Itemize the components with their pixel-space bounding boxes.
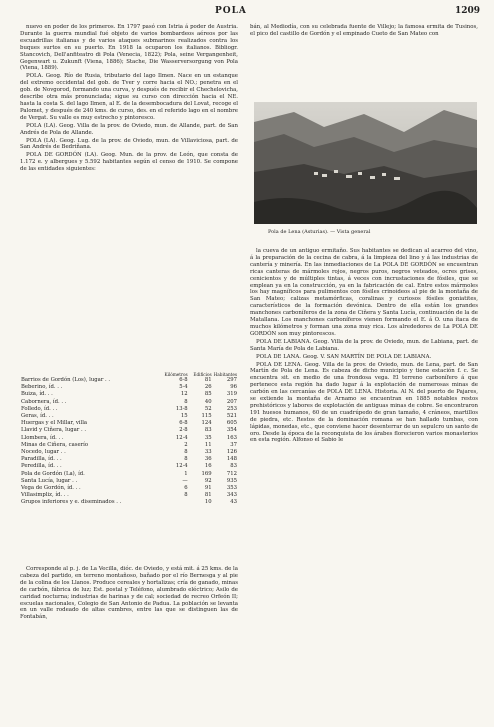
- right-column-top: [250, 24, 478, 38]
- entity-inhabitants: 343: [226, 492, 237, 499]
- entity-name: Beberino, íd. . .: [21, 384, 63, 391]
- entity-buildings: 83: [204, 427, 212, 434]
- entity-inhabitants: 163: [226, 434, 237, 441]
- entity-inhabitants: 83: [230, 463, 237, 470]
- entity-name: Cabornera, íd. . .: [21, 398, 67, 405]
- entity-inhabitants: 353: [226, 485, 237, 492]
- table-row: [20, 478, 238, 485]
- entity-buildings: 92: [204, 477, 212, 484]
- entity-buildings: 52: [204, 405, 212, 412]
- table-row: [20, 471, 238, 478]
- table-row: [20, 391, 238, 398]
- entity-km: 2·8: [179, 427, 188, 434]
- landscape-photo: [254, 102, 477, 224]
- entity-buildings: 169: [201, 470, 212, 477]
- entity-name: Folledo, íd. . .: [21, 405, 58, 412]
- entity-buildings: 91: [204, 485, 212, 492]
- entity-buildings: 10: [204, 499, 212, 506]
- entity-inhabitants: 521: [226, 413, 237, 420]
- valley-image: [254, 102, 477, 224]
- entity-km: 12: [180, 391, 188, 398]
- entity-km: 5·4: [179, 384, 188, 391]
- entity-inhabitants: 319: [226, 391, 237, 398]
- entity-km: 15: [180, 413, 188, 420]
- entities-table: [20, 372, 238, 507]
- entity-inhabitants: 297: [226, 377, 237, 383]
- entity-name: Villasimpliz, íd. . .: [21, 492, 69, 499]
- entity-km: 8: [184, 492, 188, 499]
- entity-name: Vega de Gordón, íd. . .: [21, 485, 81, 492]
- paragraph-gordon-description: Corresponde al p. j. de La Vecilla, dióc. de Oviedo, y está mit. á 25 kms. de la cabeza del partido, en terreno montañoso, bañado por el río Bernesga y al pie de la colina de los Llanos. Produce cereales y hortalizas; cría de ganado, minas de carbón, fábrica de luz; Est. postal y Teléfono, alumbrado eléctrico; Asilo de caridad nocturna; industrias de harinas y de cal; sociedad de recreo Orfeón II; escuelas nacionales, Colegio de San Antonio de Padua. La población se levanta en un valle rodeado de altas cumbres, entre las que se distinguen las de Fontabán,: [20, 566, 238, 621]
- table-row: [20, 435, 238, 442]
- entity-buildings: 81: [204, 492, 212, 499]
- entity-name: Huergas y el Millar, villa: [21, 420, 88, 427]
- entity-buildings: 85: [204, 391, 212, 398]
- entity-km: 8: [184, 456, 188, 463]
- entity-km: 8: [184, 449, 188, 456]
- entity-km: 1: [184, 470, 188, 477]
- entity-inhabitants: 148: [226, 456, 237, 463]
- entity-inhabitants: 96: [230, 384, 237, 391]
- table-row: [20, 427, 238, 434]
- left-column-bottom: [20, 566, 238, 621]
- table-body: [20, 377, 238, 507]
- entity-km: 6: [184, 485, 188, 492]
- table-row: [20, 399, 238, 406]
- entity-buildings: 33: [204, 449, 212, 456]
- table-row: [20, 499, 238, 506]
- page-number: 1209: [454, 6, 480, 16]
- entity-name: Paradilla, íd. . .: [21, 456, 62, 463]
- entry-pola-rio: POLA. Geog. Río de Rusia, tributario del lago Ilmen. Nace en un estanque del extremo occidental del gob. de Tver y corre hacia el NO.; penetra en el gob. de Novgorod, formando una curva, y después de recibir el Chechelovicha, describe otra más pronunciada; sigue su curso con dirección hacia el NE. hasta la costa S. del lago Ilmen, al E. de la desembocadura del Lovat, recoge el Palomet, y después de 240 kms. de curso, des. en el referido lago en el nombre de Vergat. Su valle es muy estrecho y pintoresco.: [20, 73, 238, 121]
- paragraph-continuation: bán, al Mediodía, con su celebrada fuente de Villejo; la famosa ermita de Tusinos, el pico del castillo de Gordón y el empinado Cueto de San Mateo con: [250, 24, 478, 37]
- entry-pola-gordon: POLA DE GORDÓN (LA). Geog. Mun. de la prov. de León, que consta de 1.172 e. y albergues y 5.592 habitantes según el censo de 1910. Se compone de las entidades siguientes:: [20, 152, 238, 173]
- table-row: [20, 406, 238, 413]
- entity-km: [164, 499, 189, 506]
- table-row: [20, 413, 238, 420]
- column-header-km: Kilómetros: [164, 372, 188, 377]
- entity-km: 6·8: [179, 377, 188, 383]
- entity-buildings: 124: [201, 420, 212, 427]
- entity-buildings: 11: [204, 441, 212, 448]
- page-header: [0, 6, 494, 20]
- entry-pola-asturias: POLA (LA). Geog. Villa de la prov. de Oviedo, mun. de Allande, part. de San Andrés de Pola de Allande.: [20, 122, 238, 136]
- entry-pola-labiana: POLA DE LABIANA. Geog. Villa de la prov. de Oviedo, mun. de Labiana, part. de Santa María de Pola de Labiana.: [250, 338, 478, 352]
- entity-km: 6·8: [179, 420, 188, 427]
- entity-km: —: [182, 477, 188, 484]
- entity-name: Santa Lucía, lugar . .: [21, 477, 78, 484]
- left-column: [20, 24, 238, 174]
- table-row: [20, 442, 238, 449]
- entity-inhabitants: 37: [230, 441, 237, 448]
- entity-km: 2: [184, 441, 188, 448]
- entity-name: Nocedo, lugar . .: [21, 449, 66, 456]
- column-header-inhabitants: Habitantes: [213, 372, 237, 377]
- table-row: [20, 463, 238, 470]
- entity-buildings: 40: [204, 398, 212, 405]
- paragraph-pola-history: nuevo en poder de los primeros. En 1797 pasó con Istria á poder de Austria. Durante la guerra mundial fué objeto de varios bombardeos aéreos por las escuadrillas italianas y de varios ataques submarinos realizados contra los buques surtos en su puerto. En 1918 la ocuparon los italianos. Bibliogr. Stancovich, Dell'anfiteatro di Pola (Venecia, 1822); Pola, seine Vergangenheit, Gegenwart u. Zukunft (Viena, 1886); Stache, Die Wasserversorgung von Pola (Viena, 1889).: [20, 24, 238, 72]
- entry-pola-lana: POLA DE LANA. Geog. V. SAN MARTÍN DE POLA DE LABIANA.: [256, 353, 432, 360]
- entity-km: 12·4: [175, 463, 188, 470]
- entity-inhabitants: 605: [226, 420, 237, 427]
- column-header-buildings: Edificios: [193, 372, 212, 377]
- entity-buildings: 36: [204, 456, 212, 463]
- entity-name: Pola de Gordón (La), íd.: [21, 470, 85, 477]
- entity-buildings: 35: [204, 434, 212, 441]
- entity-km: 8: [184, 398, 188, 405]
- entity-buildings: 115: [201, 413, 212, 420]
- entity-name: Grupos inferiores y e. diseminados . .: [21, 499, 122, 506]
- table-row: [20, 492, 238, 499]
- right-column: [250, 248, 478, 445]
- entity-name: Peredilla, íd. . .: [21, 463, 62, 470]
- running-title: POLA: [215, 6, 247, 16]
- entity-inhabitants: 126: [226, 449, 237, 456]
- entity-inhabitants: 354: [226, 427, 237, 434]
- entity-inhabitants: 712: [226, 470, 237, 477]
- entity-km: 13·8: [175, 405, 188, 412]
- entry-pola-lugo: POLA (LA). Geog. Lug. de la prov. de Oviedo, mun. de Villaviciosa, part. de San Andrés de Bedriñana.: [20, 137, 238, 151]
- entity-name: Geras, íd. . .: [21, 413, 54, 420]
- entity-name: Buiza, íd. . .: [21, 391, 53, 398]
- entity-inhabitants: 253: [226, 405, 237, 412]
- entity-buildings: 81: [204, 377, 212, 383]
- entity-name: Llavid y Ciñera, lugar . .: [21, 427, 87, 434]
- entity-name: Barrios de Gordón (Los), lugar . .: [21, 377, 111, 383]
- entity-km: 12·4: [175, 434, 188, 441]
- entity-name: Llombera, íd. . .: [21, 434, 64, 441]
- entry-pola-lena: POLA DE LENA. Geog. Villa de la prov. de Oviedo, mun. de Lena, part. de San Martín de Pola de Lena. Es cabeza de dicho municipio y tiene estación f. c. Se encuentra sit. en medio de una frondosa vega. El terreno carbonífero á que pertenece esta región ha dado lugar á la explotación de numerosas minas de carbón en las cercanías de POLA DE LENA. Historia. Al N. del puerto de Pajares, se extiende la montaña de Arnamo se encuentran en 1885 notables restos prehistóricos y labores de explotación de antiguas minas de cobre. Se encontraron 191 huesos humanos, 60 de un cuadrúpedo de gran tamaño, 4 cráneos, martillos de piedra, etc. Restos de la dominación romana se han hallado tumbas, con lápidas, monedas, etc., que conviene hacer desenterrar de un sepulcro un santo de oro. Desde la época de la reconquista de los árabes florecieron varios monasterios en esta región. Alfonso el Sabio le: [250, 361, 478, 444]
- paragraph-gordon-continued: la cueva de un antiguo ermitaño. Sus habitantes se dedican al acarreo del vino, á la preparación de la cecina de cabra, á la limpieza del lino y á las industrias de cantería y minería. En las inmediaciones de La POLA DE GORDÓN se encuentran ricas canteras de mármoles rojos, negros puros, negros veteados, ocres grises, cenicientos y de múltiples tintas, á veces con incrustaciones de fósiles, que se emplean ya en la construcción, ya en la fabricación de cal. Entre estos mármoles los hay magníficos para pulimentos con fósiles crinoideos al pie de la montaña de San Mateo; calizas metamórficas, coralinas y curiosos fósiles goniatites, característicos de la formación devónica. Dentro de ella están los grandes manchones carboníferos de la zona de Ciñera y Santa Lucía, continuación de la de Matallana. Los manchones carboníferos vienen formando el E. á O. una ítaca de muchos kilómetros y forman una zona muy rica. Los alrededores de La POLA DE GORDÓN son muy pintorescos.: [250, 248, 478, 337]
- entity-buildings: 26: [204, 384, 212, 391]
- entity-name: Minas de Ciñera, caserío: [21, 441, 89, 448]
- entity-inhabitants: 935: [226, 477, 237, 484]
- entity-buildings: 16: [204, 463, 212, 470]
- photo-caption: Pola de Lena (Asturias). — Vista general: [268, 229, 371, 235]
- entity-inhabitants: 207: [226, 398, 237, 405]
- entity-inhabitants: 43: [230, 499, 237, 506]
